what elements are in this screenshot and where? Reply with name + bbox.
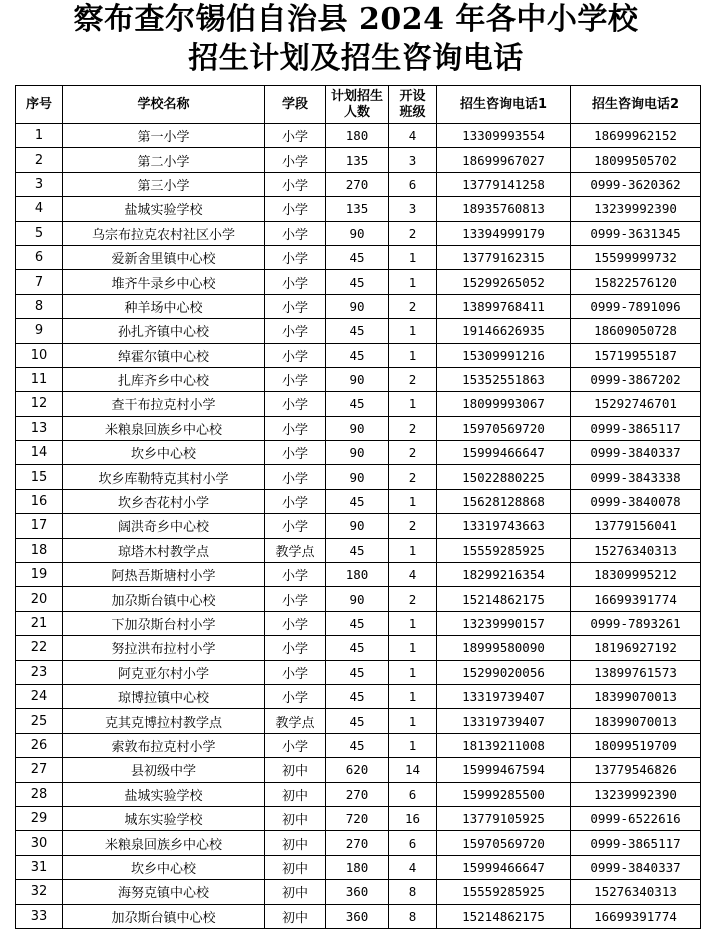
cell-no: 5 xyxy=(16,221,63,245)
table-row xyxy=(16,806,701,830)
cell-classes: 2 xyxy=(389,294,437,318)
cell-classes: 3 xyxy=(389,148,437,172)
cell-planned-enrollment: 720 xyxy=(326,806,389,830)
cell-level: 初中 xyxy=(265,880,326,904)
cell-phone-1: 13394999179 xyxy=(437,221,571,245)
cell-no: 23 xyxy=(16,660,63,684)
cell-no: 22 xyxy=(16,636,63,660)
cell-level: 小学 xyxy=(265,441,326,465)
cell-classes: 16 xyxy=(389,806,437,830)
cell-level: 小学 xyxy=(265,245,326,269)
cell-no: 17 xyxy=(16,514,63,538)
cell-classes: 1 xyxy=(389,684,437,708)
table-row xyxy=(16,124,701,148)
cell-planned-enrollment: 90 xyxy=(326,514,389,538)
cell-phone-2: 0999-3867202 xyxy=(571,367,701,391)
cell-classes: 4 xyxy=(389,563,437,587)
cell-phone-2: 0999-3631345 xyxy=(571,221,701,245)
cell-phone-2: 18699962152 xyxy=(571,124,701,148)
cell-planned-enrollment: 135 xyxy=(326,148,389,172)
cell-no: 15 xyxy=(16,465,63,489)
cell-level: 小学 xyxy=(265,465,326,489)
table-row xyxy=(16,782,701,806)
cell-phone-2: 0999-3843338 xyxy=(571,465,701,489)
cell-level: 小学 xyxy=(265,587,326,611)
cell-phone-1: 13779141258 xyxy=(437,172,571,196)
cell-classes: 8 xyxy=(389,904,437,928)
table-row xyxy=(16,684,701,708)
cell-phone-1: 15999285500 xyxy=(437,782,571,806)
cell-level: 小学 xyxy=(265,563,326,587)
cell-planned-enrollment: 45 xyxy=(326,489,389,513)
cell-phone-2: 18099505702 xyxy=(571,148,701,172)
cell-classes: 1 xyxy=(389,709,437,733)
cell-classes: 6 xyxy=(389,172,437,196)
cell-school-name: 盐城实验学校 xyxy=(63,197,265,221)
header-planned-enrollment-line2: 人数 xyxy=(343,104,370,120)
cell-no: 14 xyxy=(16,441,63,465)
cell-phone-2: 18399070013 xyxy=(571,684,701,708)
cell-planned-enrollment: 90 xyxy=(326,221,389,245)
cell-level: 初中 xyxy=(265,904,326,928)
cell-school-name: 努拉洪布拉村小学 xyxy=(63,636,265,660)
table-row xyxy=(16,758,701,782)
cell-school-name: 琼博拉镇中心校 xyxy=(63,684,265,708)
cell-level: 教学点 xyxy=(265,709,326,733)
cell-no: 3 xyxy=(16,172,63,196)
cell-level: 小学 xyxy=(265,489,326,513)
cell-no: 20 xyxy=(16,587,63,611)
table-row xyxy=(16,172,701,196)
header-level: 学段 xyxy=(265,86,326,124)
cell-phone-2: 13779156041 xyxy=(571,514,701,538)
cell-phone-1: 18699967027 xyxy=(437,148,571,172)
table-row xyxy=(16,148,701,172)
cell-school-name: 坎乡中心校 xyxy=(63,441,265,465)
cell-school-name: 下加尕斯台村小学 xyxy=(63,611,265,635)
cell-level: 小学 xyxy=(265,684,326,708)
cell-no: 4 xyxy=(16,197,63,221)
header-classes-line1: 开设 xyxy=(399,88,426,104)
cell-phone-2: 15292746701 xyxy=(571,392,701,416)
cell-no: 29 xyxy=(16,806,63,830)
table-row xyxy=(16,367,701,391)
cell-planned-enrollment: 135 xyxy=(326,197,389,221)
cell-phone-2: 18196927192 xyxy=(571,636,701,660)
cell-phone-1: 15352551863 xyxy=(437,367,571,391)
cell-phone-1: 15214862175 xyxy=(437,587,571,611)
cell-planned-enrollment: 180 xyxy=(326,563,389,587)
table-row xyxy=(16,855,701,879)
cell-no: 18 xyxy=(16,538,63,562)
cell-classes: 1 xyxy=(389,270,437,294)
table-row xyxy=(16,489,701,513)
table-row xyxy=(16,733,701,757)
cell-school-name: 绰霍尔镇中心校 xyxy=(63,343,265,367)
cell-phone-1: 15299020056 xyxy=(437,660,571,684)
cell-school-name: 坎乡中心校 xyxy=(63,855,265,879)
cell-no: 33 xyxy=(16,904,63,928)
table-row xyxy=(16,197,701,221)
cell-no: 32 xyxy=(16,880,63,904)
cell-phone-1: 15214862175 xyxy=(437,904,571,928)
header-classes-line2: 班级 xyxy=(399,104,426,120)
cell-planned-enrollment: 45 xyxy=(326,245,389,269)
cell-level: 初中 xyxy=(265,806,326,830)
cell-school-name: 索敦布拉克村小学 xyxy=(63,733,265,757)
cell-no: 2 xyxy=(16,148,63,172)
cell-school-name: 加尕斯台镇中心校 xyxy=(63,904,265,928)
cell-phone-1: 15999467594 xyxy=(437,758,571,782)
cell-classes: 1 xyxy=(389,319,437,343)
cell-phone-2: 13239992390 xyxy=(571,197,701,221)
cell-planned-enrollment: 90 xyxy=(326,294,389,318)
cell-planned-enrollment: 90 xyxy=(326,465,389,489)
cell-school-name: 查干布拉克村小学 xyxy=(63,392,265,416)
cell-no: 7 xyxy=(16,270,63,294)
cell-phone-2: 0999-3865117 xyxy=(571,416,701,440)
cell-planned-enrollment: 270 xyxy=(326,831,389,855)
cell-no: 21 xyxy=(16,611,63,635)
cell-classes: 1 xyxy=(389,538,437,562)
cell-classes: 6 xyxy=(389,831,437,855)
cell-phone-1: 15628128868 xyxy=(437,489,571,513)
cell-phone-1: 18099993067 xyxy=(437,392,571,416)
cell-level: 小学 xyxy=(265,392,326,416)
table-row xyxy=(16,880,701,904)
cell-phone-2: 0999-7893261 xyxy=(571,611,701,635)
cell-no: 9 xyxy=(16,319,63,343)
cell-planned-enrollment: 90 xyxy=(326,441,389,465)
cell-phone-1: 15022880225 xyxy=(437,465,571,489)
table-row xyxy=(16,465,701,489)
cell-phone-2: 15599999732 xyxy=(571,245,701,269)
cell-phone-2: 18099519709 xyxy=(571,733,701,757)
header-planned-enrollment xyxy=(326,86,389,124)
cell-school-name: 孙扎齐镇中心校 xyxy=(63,319,265,343)
cell-phone-2: 15719955187 xyxy=(571,343,701,367)
cell-no: 31 xyxy=(16,855,63,879)
cell-planned-enrollment: 270 xyxy=(326,782,389,806)
cell-phone-2: 18309995212 xyxy=(571,563,701,587)
cell-level: 小学 xyxy=(265,611,326,635)
cell-no: 24 xyxy=(16,684,63,708)
cell-phone-1: 18299216354 xyxy=(437,563,571,587)
cell-no: 25 xyxy=(16,709,63,733)
cell-classes: 1 xyxy=(389,343,437,367)
header-phone-2: 招生咨询电话2 xyxy=(571,86,701,124)
cell-school-name: 扎库齐乡中心校 xyxy=(63,367,265,391)
cell-phone-1: 18935760813 xyxy=(437,197,571,221)
cell-planned-enrollment: 360 xyxy=(326,904,389,928)
cell-classes: 1 xyxy=(389,489,437,513)
cell-phone-2: 0999-3840337 xyxy=(571,855,701,879)
cell-level: 初中 xyxy=(265,782,326,806)
cell-classes: 1 xyxy=(389,636,437,660)
cell-classes: 2 xyxy=(389,367,437,391)
cell-school-name: 米粮泉回族乡中心校 xyxy=(63,416,265,440)
cell-classes: 2 xyxy=(389,514,437,538)
cell-planned-enrollment: 45 xyxy=(326,733,389,757)
cell-classes: 1 xyxy=(389,392,437,416)
cell-phone-1: 13319739407 xyxy=(437,684,571,708)
cell-classes: 2 xyxy=(389,587,437,611)
cell-phone-1: 18999580090 xyxy=(437,636,571,660)
table-row xyxy=(16,221,701,245)
cell-phone-1: 13319739407 xyxy=(437,709,571,733)
cell-phone-2: 0999-3620362 xyxy=(571,172,701,196)
cell-phone-1: 13309993554 xyxy=(437,124,571,148)
cell-phone-1: 15309991216 xyxy=(437,343,571,367)
cell-school-name: 阔洪奇乡中心校 xyxy=(63,514,265,538)
cell-level: 小学 xyxy=(265,270,326,294)
cell-phone-1: 15970569720 xyxy=(437,831,571,855)
cell-no: 28 xyxy=(16,782,63,806)
cell-level: 小学 xyxy=(265,221,326,245)
cell-level: 小学 xyxy=(265,367,326,391)
cell-no: 30 xyxy=(16,831,63,855)
cell-phone-2: 18609050728 xyxy=(571,319,701,343)
cell-classes: 2 xyxy=(389,221,437,245)
cell-level: 小学 xyxy=(265,172,326,196)
cell-classes: 14 xyxy=(389,758,437,782)
cell-planned-enrollment: 45 xyxy=(326,636,389,660)
cell-phone-1: 15970569720 xyxy=(437,416,571,440)
cell-no: 12 xyxy=(16,392,63,416)
table-row xyxy=(16,245,701,269)
cell-classes: 3 xyxy=(389,197,437,221)
cell-level: 小学 xyxy=(265,148,326,172)
table-row xyxy=(16,660,701,684)
header-classes xyxy=(389,86,437,124)
cell-phone-1: 15999466647 xyxy=(437,441,571,465)
cell-school-name: 米粮泉回族乡中心校 xyxy=(63,831,265,855)
table-row xyxy=(16,441,701,465)
cell-school-name: 坎乡杏花村小学 xyxy=(63,489,265,513)
cell-phone-2: 0999-3840337 xyxy=(571,441,701,465)
cell-phone-1: 19146626935 xyxy=(437,319,571,343)
cell-school-name: 第一小学 xyxy=(63,124,265,148)
cell-phone-2: 0999-7891096 xyxy=(571,294,701,318)
header-phone-1: 招生咨询电话1 xyxy=(437,86,571,124)
cell-level: 小学 xyxy=(265,124,326,148)
table-row xyxy=(16,392,701,416)
cell-school-name: 第二小学 xyxy=(63,148,265,172)
cell-planned-enrollment: 45 xyxy=(326,343,389,367)
cell-phone-2: 0999-6522616 xyxy=(571,806,701,830)
cell-no: 8 xyxy=(16,294,63,318)
table-row xyxy=(16,270,701,294)
cell-school-name: 盐城实验学校 xyxy=(63,782,265,806)
cell-school-name: 种羊场中心校 xyxy=(63,294,265,318)
cell-classes: 6 xyxy=(389,782,437,806)
cell-school-name: 爱新舍里镇中心校 xyxy=(63,245,265,269)
cell-level: 初中 xyxy=(265,831,326,855)
cell-classes: 1 xyxy=(389,660,437,684)
cell-planned-enrollment: 45 xyxy=(326,611,389,635)
table-body xyxy=(16,124,701,929)
cell-phone-1: 13779105925 xyxy=(437,806,571,830)
table-row xyxy=(16,709,701,733)
table-row xyxy=(16,294,701,318)
cell-school-name: 第三小学 xyxy=(63,172,265,196)
cell-phone-2: 13779546826 xyxy=(571,758,701,782)
cell-classes: 1 xyxy=(389,733,437,757)
cell-level: 小学 xyxy=(265,416,326,440)
cell-level: 小学 xyxy=(265,197,326,221)
cell-level: 小学 xyxy=(265,294,326,318)
cell-school-name: 阿克亚尔村小学 xyxy=(63,660,265,684)
cell-no: 19 xyxy=(16,563,63,587)
cell-level: 小学 xyxy=(265,660,326,684)
cell-planned-enrollment: 180 xyxy=(326,124,389,148)
cell-school-name: 加尕斯台镇中心校 xyxy=(63,587,265,611)
cell-classes: 4 xyxy=(389,124,437,148)
cell-planned-enrollment: 45 xyxy=(326,392,389,416)
cell-school-name: 城东实验学校 xyxy=(63,806,265,830)
cell-level: 初中 xyxy=(265,855,326,879)
header-no: 序号 xyxy=(16,86,63,124)
cell-school-name: 琼塔木村教学点 xyxy=(63,538,265,562)
cell-classes: 2 xyxy=(389,441,437,465)
cell-no: 16 xyxy=(16,489,63,513)
cell-phone-1: 13899768411 xyxy=(437,294,571,318)
cell-planned-enrollment: 45 xyxy=(326,538,389,562)
cell-phone-1: 15559285925 xyxy=(437,538,571,562)
cell-level: 教学点 xyxy=(265,538,326,562)
cell-no: 11 xyxy=(16,367,63,391)
cell-no: 26 xyxy=(16,733,63,757)
cell-planned-enrollment: 90 xyxy=(326,367,389,391)
cell-phone-2: 13239992390 xyxy=(571,782,701,806)
cell-planned-enrollment: 270 xyxy=(326,172,389,196)
document-title-line-2: 招生计划及招生咨询电话 xyxy=(188,41,524,76)
cell-classes: 2 xyxy=(389,416,437,440)
cell-phone-1: 13319743663 xyxy=(437,514,571,538)
table-row xyxy=(16,636,701,660)
cell-planned-enrollment: 45 xyxy=(326,684,389,708)
cell-phone-1: 15559285925 xyxy=(437,880,571,904)
cell-classes: 4 xyxy=(389,855,437,879)
table-row xyxy=(16,831,701,855)
cell-phone-2: 16699391774 xyxy=(571,904,701,928)
cell-planned-enrollment: 360 xyxy=(326,880,389,904)
cell-no: 10 xyxy=(16,343,63,367)
cell-school-name: 县初级中学 xyxy=(63,758,265,782)
cell-phone-2: 15276340313 xyxy=(571,880,701,904)
cell-classes: 1 xyxy=(389,611,437,635)
cell-phone-2: 0999-3840078 xyxy=(571,489,701,513)
table-row xyxy=(16,563,701,587)
cell-phone-2: 18399070013 xyxy=(571,709,701,733)
table-row xyxy=(16,343,701,367)
cell-phone-2: 0999-3865117 xyxy=(571,831,701,855)
cell-level: 小学 xyxy=(265,733,326,757)
table-header-row xyxy=(16,86,701,124)
table-row xyxy=(16,587,701,611)
header-planned-enrollment-line1: 计划招生 xyxy=(330,88,383,104)
cell-phone-1: 13239990157 xyxy=(437,611,571,635)
cell-classes: 2 xyxy=(389,465,437,489)
cell-level: 小学 xyxy=(265,343,326,367)
cell-phone-1: 18139211008 xyxy=(437,733,571,757)
document-title-line-1: 察布查尔锡伯自治县 2024 年各中小学校 xyxy=(73,2,639,37)
enrollment-table xyxy=(15,85,701,929)
cell-planned-enrollment: 45 xyxy=(326,660,389,684)
cell-school-name: 克其克博拉村教学点 xyxy=(63,709,265,733)
cell-planned-enrollment: 45 xyxy=(326,270,389,294)
cell-planned-enrollment: 90 xyxy=(326,416,389,440)
cell-phone-2: 13899761573 xyxy=(571,660,701,684)
cell-no: 1 xyxy=(16,124,63,148)
cell-planned-enrollment: 45 xyxy=(326,709,389,733)
cell-school-name: 坎乡库勒特克其村小学 xyxy=(63,465,265,489)
table-row xyxy=(16,611,701,635)
cell-phone-1: 13779162315 xyxy=(437,245,571,269)
cell-planned-enrollment: 180 xyxy=(326,855,389,879)
cell-classes: 8 xyxy=(389,880,437,904)
cell-phone-2: 15822576120 xyxy=(571,270,701,294)
cell-planned-enrollment: 620 xyxy=(326,758,389,782)
table-row xyxy=(16,319,701,343)
cell-level: 小学 xyxy=(265,636,326,660)
cell-planned-enrollment: 90 xyxy=(326,587,389,611)
table-row xyxy=(16,514,701,538)
cell-phone-1: 15299265052 xyxy=(437,270,571,294)
cell-level: 初中 xyxy=(265,758,326,782)
cell-school-name: 海努克镇中心校 xyxy=(63,880,265,904)
cell-school-name: 乌宗布拉克农村社区小学 xyxy=(63,221,265,245)
cell-school-name: 堆齐牛录乡中心校 xyxy=(63,270,265,294)
cell-no: 6 xyxy=(16,245,63,269)
cell-no: 13 xyxy=(16,416,63,440)
cell-phone-2: 16699391774 xyxy=(571,587,701,611)
cell-planned-enrollment: 45 xyxy=(326,319,389,343)
cell-phone-2: 15276340313 xyxy=(571,538,701,562)
cell-classes: 1 xyxy=(389,245,437,269)
cell-school-name: 阿热吾斯塘村小学 xyxy=(63,563,265,587)
table-row xyxy=(16,416,701,440)
cell-phone-1: 15999466647 xyxy=(437,855,571,879)
header-school-name: 学校名称 xyxy=(63,86,265,124)
table-row xyxy=(16,538,701,562)
cell-no: 27 xyxy=(16,758,63,782)
cell-level: 小学 xyxy=(265,514,326,538)
cell-level: 小学 xyxy=(265,319,326,343)
